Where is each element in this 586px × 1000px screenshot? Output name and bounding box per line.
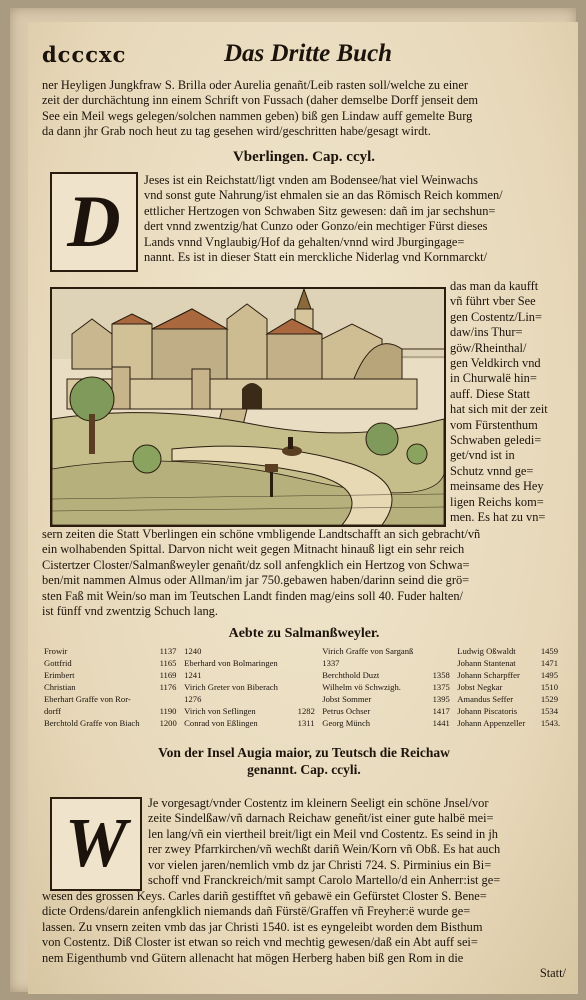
text-line: göw/Rheinthal/ <box>450 340 527 355</box>
text-line: Statt/ <box>539 966 566 981</box>
abbot-name: Jobst Sommer <box>322 694 372 704</box>
abbot-year <box>296 646 321 658</box>
abbot-year <box>296 670 321 682</box>
text-line: sern zeiten die Statt Vberlingen ein schöne vmbligende Landtschafft an sich gebracht/vñ <box>42 527 481 541</box>
list-row <box>42 682 566 694</box>
list-row <box>42 718 566 730</box>
text-line: ben/mit nammen Almus oder Allman/im jar 750.gebawen haben/darinn seind die grö= <box>42 573 470 588</box>
text-line: daw/ins Thur= <box>450 325 523 340</box>
abbot-year <box>431 658 456 670</box>
abbot-name: Johann Stantenat <box>457 658 516 668</box>
abbot-year: 1176 <box>159 682 177 692</box>
chapter-heading-line: genannt. Cap. ccyli. <box>247 762 361 777</box>
abbot-name: Amandus Seffer <box>457 694 514 704</box>
abbot-name: Berchthold Duzt <box>322 670 380 680</box>
text-line: dert vnnd zwentzig/hat Cunzo oder Gonzo/ein mechtiger Fürst dieses <box>144 219 488 234</box>
text-line: zeite Sindelßaw/vñ darnach Reichaw geneñt/ist einer gute halbë mei= <box>148 811 494 826</box>
abbot-year <box>158 694 183 706</box>
abbot-name: Gottfrid <box>44 658 72 668</box>
abbot-year: 1190 <box>159 706 177 716</box>
text-line: ist fünff vnd zwentzig Schuch lang. <box>42 604 218 619</box>
chapter-heading-line: Von der Insel Augia maior, zu Teutsch die Reichaw <box>158 745 450 760</box>
abbot-name: Conrad von Eßlingen <box>184 718 258 728</box>
abbot-year: 1358 <box>432 670 450 680</box>
text-line: ligen Reichs kom= <box>450 494 544 509</box>
abbot-name: Jobst Negkar <box>457 682 503 692</box>
decorated-initial-d: D <box>50 172 138 272</box>
abbots-list <box>42 646 566 730</box>
abbot-year <box>296 658 321 670</box>
abbot-year: 1534 <box>540 706 559 716</box>
abbot-year: 1282 <box>297 706 315 716</box>
abbot-year: 1200 <box>159 718 177 728</box>
section2-opening-text <box>148 796 566 888</box>
abbot-year <box>296 694 321 706</box>
text-line: See ein Meil wegs gelegen/solchen nammen geben) biß gen Lindaw auff gemelte Burg <box>42 108 473 123</box>
text-line: Schwaben geledi= <box>450 433 542 448</box>
text-line: von Costentz. Diß Closter ist etwan so reich vnd mechtig gewesen/daß ein Abt auff sei= <box>42 935 478 950</box>
abbot-year: 1375 <box>432 682 450 692</box>
abbot-name: Virich von Seflingen <box>184 706 256 716</box>
chapter-heading-reichaw <box>42 744 566 778</box>
abbot-name: Petrus Ochser <box>322 706 371 716</box>
abbot-name: Berchtold Graffe von Biach <box>44 718 140 728</box>
abbot-name: Frowir <box>44 646 68 656</box>
text-line: dicte Ordens/darein anfengklich niemands dañ Fürstë/Graffen vñ Freyher:ë wurde ge= <box>42 904 471 919</box>
text-line: Schutz vnnd ge= <box>450 463 534 478</box>
text-line: lassen. Zu vnsern zeiten vmb das jar Christi 1540. ist es eyngeleibt worden dem Bisthum <box>42 919 483 934</box>
text-line: das man da kaufft <box>450 279 539 293</box>
abbot-year <box>431 646 456 658</box>
list-row <box>42 694 566 706</box>
abbot-year: 1529 <box>540 694 559 704</box>
text-line: get/vnd ist in <box>450 448 515 463</box>
abbot-name: Georg Münch <box>322 718 371 728</box>
abbot-year: 1169 <box>159 670 177 680</box>
town-woodcut-illustration <box>50 287 446 527</box>
abbot-year: 1441 <box>432 718 450 728</box>
text-line: wesen des grossen Keys. Carles dariñ gestifftet vñ gebawë ein Gefürstet Closter S. Bene= <box>42 889 487 903</box>
text-line: zeit der durchächtung inn einem Schrift von Fussach (daher demselbe Dorff jenseit dem <box>42 93 479 108</box>
text-line: vor vielen jaren/nemlich vmb dz jar Christi 724. S. Pirminius ein Bi= <box>148 857 492 872</box>
book-page <box>28 22 578 994</box>
text-line: rer zwey Pfarrkirchen/vñ wechßt dariñ Wein/Korn vñ Obß. Es hat auch <box>148 842 501 857</box>
abbot-name: 1240 <box>184 646 202 656</box>
text-line: meinsame des Hey <box>450 479 544 494</box>
abbot-name: 1241 <box>184 670 202 680</box>
abbot-name: Wilhelm vö Schwzigh. <box>322 682 401 692</box>
abbot-name: dorff <box>44 706 62 716</box>
text-line: Lands vnnd Vnglaubig/Hof da gehalten/vnnd wird Jburgingage= <box>144 234 465 249</box>
text-line: auff. Diese Statt <box>450 386 530 401</box>
mat-frame <box>10 8 576 992</box>
text-line: Je vorgesagt/vnder Costentz im kleinern Seeligt ein schöne Jnsel/vor <box>148 796 489 810</box>
text-line: nem Eigenthumb vnd Gütern allenacht hat mögen Herberg haben biß gen Rom in die <box>42 950 464 965</box>
section2-continuation-text <box>42 889 566 981</box>
list-row <box>42 670 566 682</box>
text-line: ettlicher Hertzogen von Schwaben Sitz gewesen: dañ im jar sechshun= <box>144 203 496 218</box>
abbot-year: 1510 <box>540 682 559 692</box>
text-line: da dann jhr Grab noch heut zu tag gesehen wird/geschritten habe/gesagt wirdt. <box>42 124 431 139</box>
text-line: len lang/vñ ein viertheil breit/ligt ein Meil vnd Costentz. Es seind in jh <box>148 826 498 841</box>
text-line: sten Faß mit Wein/so man im Teutschen Landt finden mag/eins soll 40. Fuder halten/ <box>42 588 463 603</box>
section1-side-text <box>450 279 568 526</box>
abbot-name: Johann Scharpffer <box>457 670 520 680</box>
abbot-name: Virich Greter von Biberach <box>184 682 278 692</box>
abbot-year <box>296 682 321 694</box>
page-header <box>42 38 562 76</box>
abbot-name: Eberhart Graffe von Ror- <box>44 694 131 704</box>
abbot-year: 1165 <box>159 658 177 668</box>
folio-number: dcccxc <box>42 42 127 67</box>
abbot-name: Johann Appenzeller <box>457 718 526 728</box>
text-line: vnd sonst gute Nahrung/ist ehmalen sie an das Römisch Reich kommen/ <box>144 188 503 203</box>
text-line: ein wolhabenden Spittal. Darvon nicht weit gegen Mitnacht hinauß ligt ein sehr reich <box>42 542 465 557</box>
abbot-name: Virich Graffe von Sarganß <box>322 646 414 656</box>
abbot-year: 1311 <box>297 718 315 728</box>
text-line: men. Es hat zu vn= <box>450 510 546 525</box>
abbot-year: 1395 <box>432 694 450 704</box>
abbots-heading: Aebte zu Salmanßweyler. <box>228 626 380 641</box>
text-line: vñ führt vber See <box>450 294 536 309</box>
text-line: gen Costentz/Lin= <box>450 309 542 324</box>
chapter-heading-vberlingen: Vberlingen. Cap. ccyl. <box>232 149 376 165</box>
list-row <box>42 658 566 670</box>
abbot-name: 1276 <box>184 694 202 704</box>
book-title: Das Dritte Buch <box>224 40 393 67</box>
abbot-year: 1137 <box>159 646 177 656</box>
woodcut-drawing <box>52 289 444 525</box>
abbot-name: Erimbert <box>44 670 75 680</box>
abbot-name: Johann Piscatoris <box>457 706 518 716</box>
text-line: vom Fürstenthum <box>450 417 538 432</box>
abbot-year: 1471 <box>540 658 559 668</box>
text-line: ner Heyligen Jungkfraw S. Brilla oder Aurelia genañt/Leib rasten soll/welche zu einer <box>42 78 468 92</box>
text-line: in Churwalë hin= <box>450 371 537 386</box>
abbot-name: 1337 <box>322 658 340 668</box>
abbot-name: Christian <box>44 682 76 692</box>
decorated-initial-w: W <box>50 797 142 891</box>
list-row <box>42 646 566 658</box>
abbot-year: 1543. <box>540 718 561 728</box>
abbot-name: Eberhard von Bolmaringen <box>184 658 278 668</box>
text-line: gen Veldkirch vnd <box>450 356 541 371</box>
section1-opening-text <box>144 173 562 265</box>
text-line: schoff vnd Franckreich/mit sampt Carolo Martello/d ein Anherr:ist ge= <box>148 873 501 888</box>
abbot-year: 1459 <box>540 646 559 656</box>
abbot-year: 1417 <box>432 706 450 716</box>
list-row <box>42 706 566 718</box>
text-line: hat sich mit der zeit <box>450 402 548 417</box>
text-line: nannt. Es ist in dieser Statt ein merckliche Niderlag vnd Kornmarckt/ <box>144 250 488 265</box>
abbot-name: Ludwig Oßwaldt <box>457 646 516 656</box>
section1-continuation-text <box>42 527 566 619</box>
abbot-year: 1495 <box>540 670 559 680</box>
text-line: Cistertzer Closter/Salmanßweyler genañt/dz soll anfengklich ein Hertzog von Schwa= <box>42 557 470 572</box>
text-line: Jeses ist ein Reichstatt/ligt vnden am Bodensee/hat viel Weinwachs <box>144 173 478 187</box>
intro-paragraph <box>42 78 566 140</box>
